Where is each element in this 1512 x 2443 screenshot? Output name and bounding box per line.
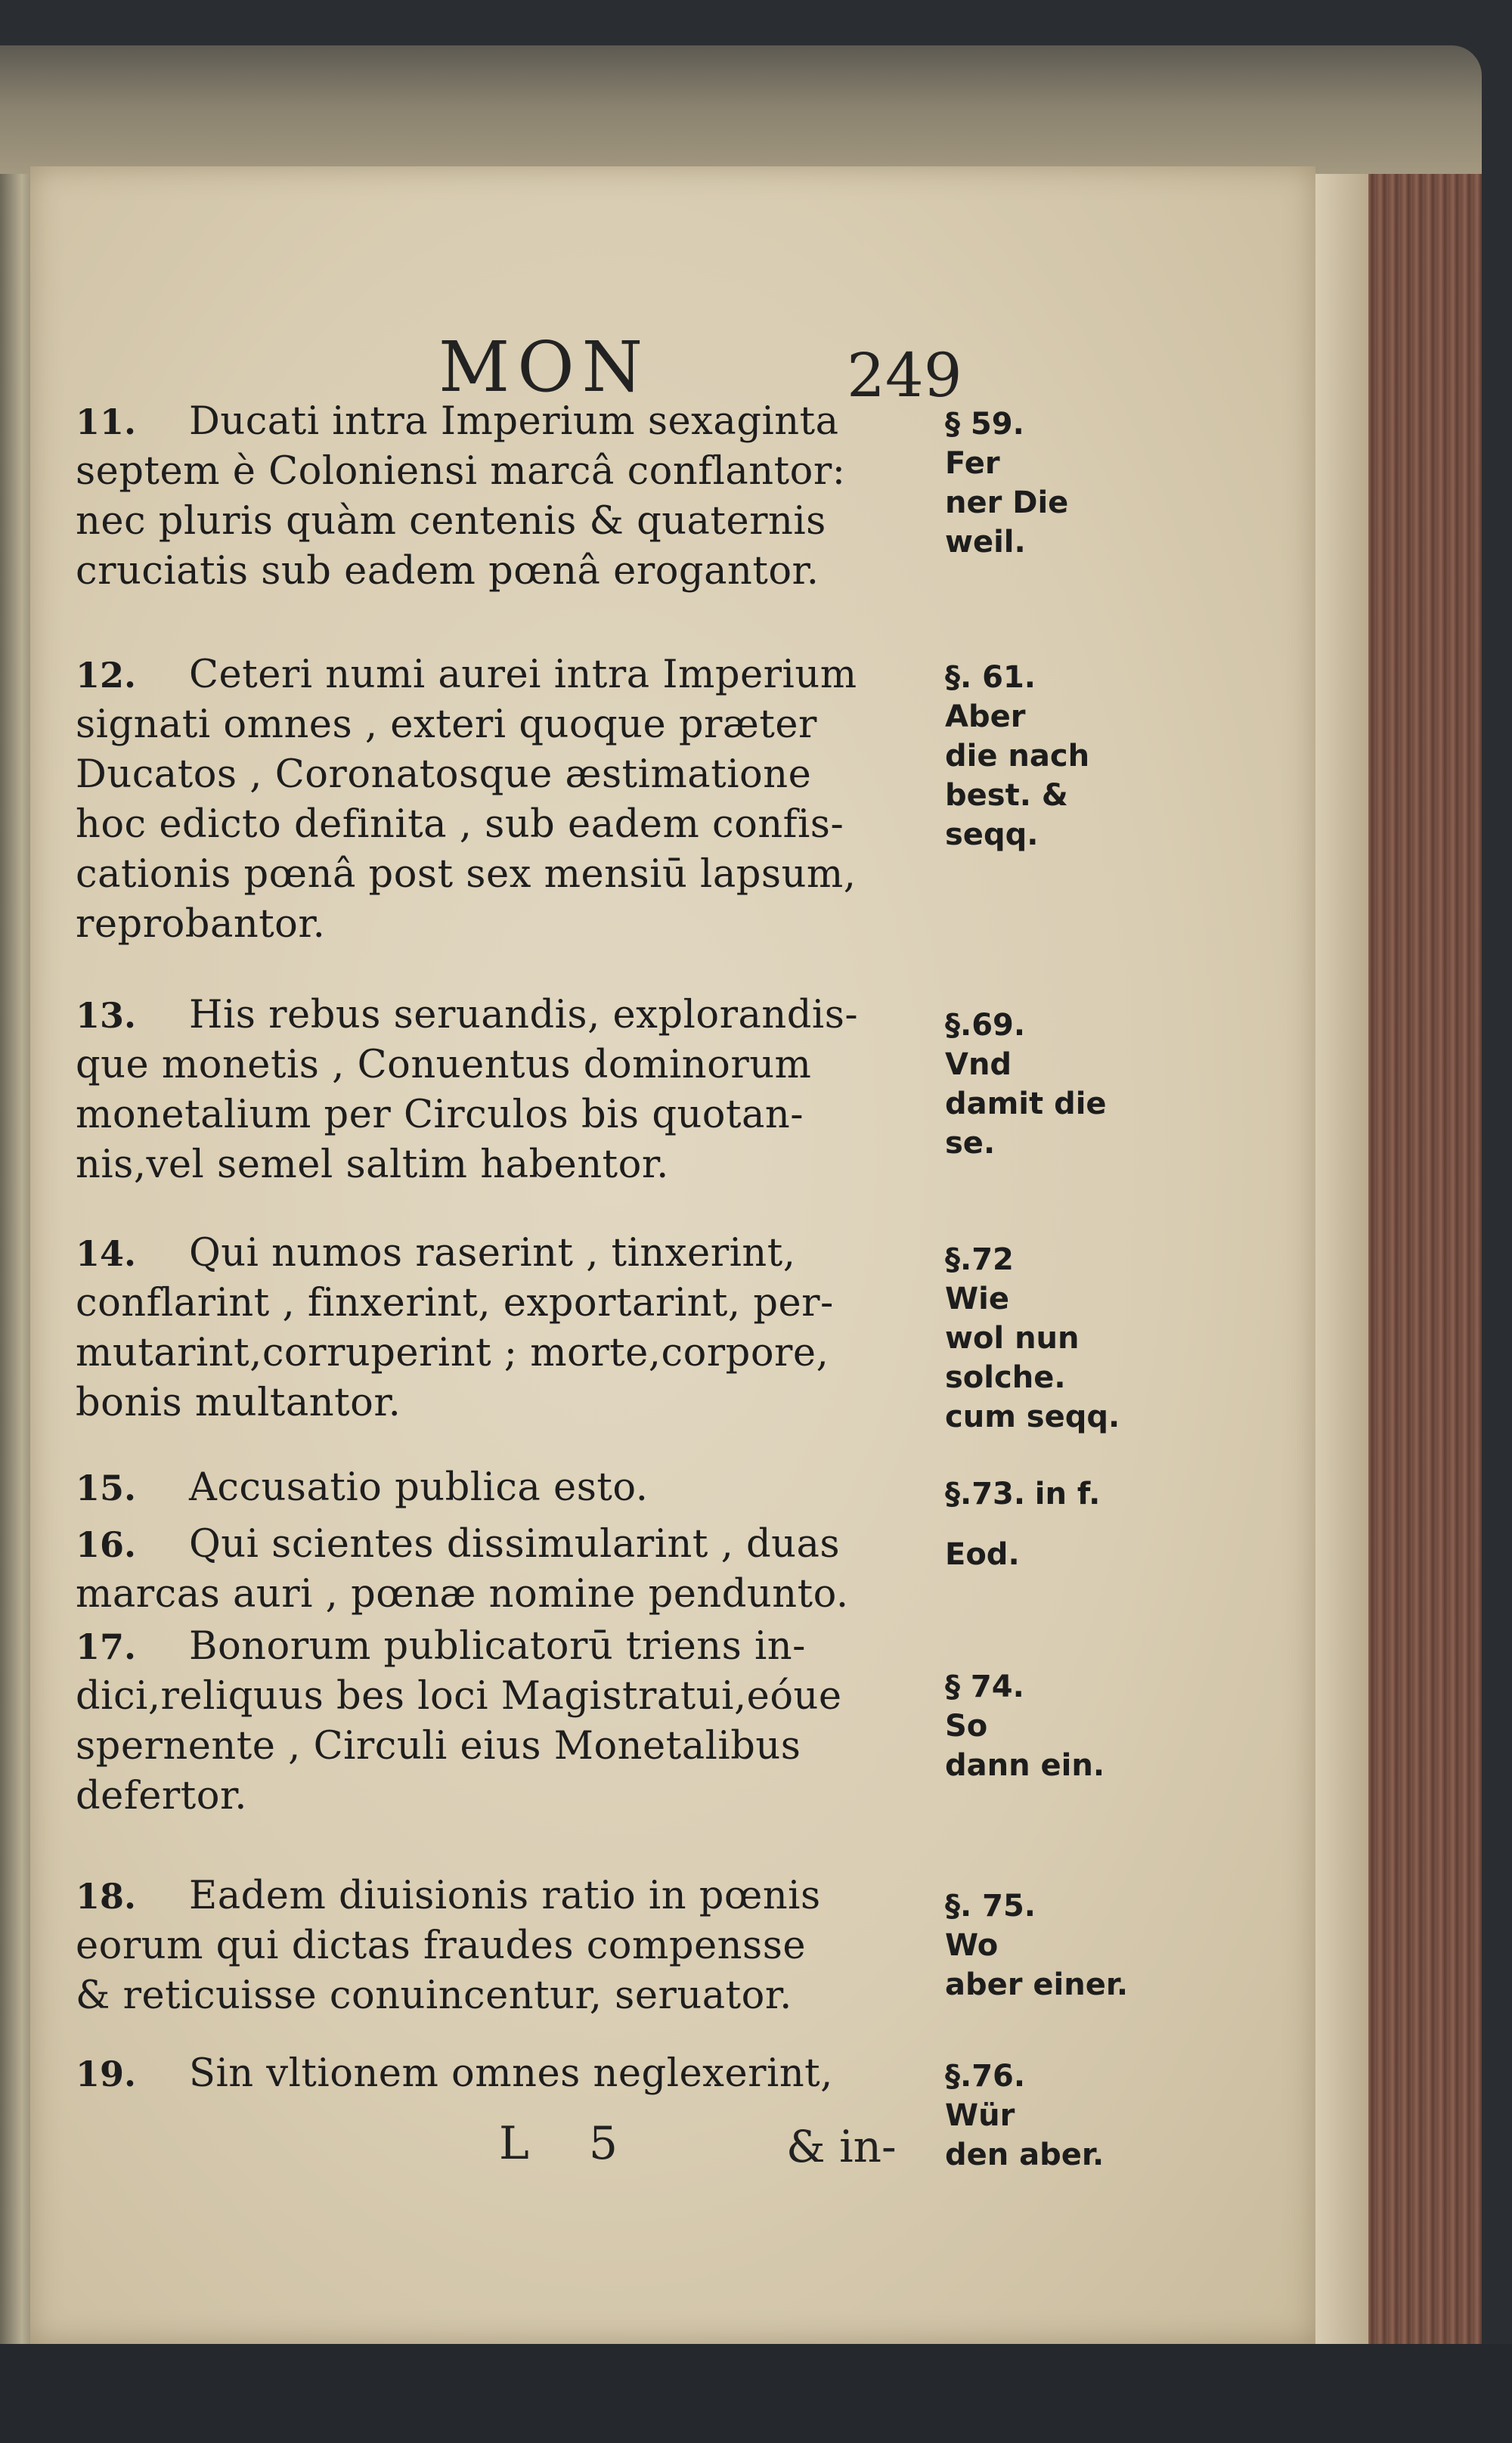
text-line: Sin vltionem omnes neglexerint, (189, 2051, 833, 2096)
text-line: Qui scientes dissimularint , duas (189, 1522, 841, 1567)
signature-mark: L 5 (499, 2117, 641, 2170)
note-text: best. & (945, 778, 1068, 813)
note-text: solche. (945, 1360, 1066, 1395)
margin-note-13 (945, 1006, 1164, 1163)
note-reference: § 74. (945, 1669, 1024, 1704)
margin-note-17 (945, 1667, 1164, 1785)
catchword: & in- (786, 2121, 897, 2172)
text-line: defertor. (76, 1774, 247, 1818)
text-line: hoc edicto definita , sub eadem confis- (76, 802, 844, 847)
note-text: die nach (945, 739, 1090, 774)
note-text: dann ein. (945, 1748, 1105, 1783)
note-text: Wo (945, 1928, 999, 1963)
text-line: eorum qui dictas fraudes compensse (76, 1924, 807, 1968)
text-line: monetalium per Circulos bis quotan- (76, 1093, 804, 1137)
paragraph-17 (76, 1622, 945, 1821)
paragraph-18 (76, 1871, 945, 2021)
note-text: damit die (945, 1087, 1107, 1121)
note-text: Fer (945, 446, 1000, 481)
text-line: Bonorum publicatorū triens in- (189, 1624, 806, 1669)
paragraph-15 (76, 1463, 945, 1513)
text-line: nis,vel semel saltim habentor. (76, 1142, 669, 1187)
paragraph-number: 15. (76, 1468, 137, 1508)
text-line: spernente , Circuli eius Monetalibus (76, 1724, 801, 1769)
note-reference: §. 75. (945, 1889, 1036, 1924)
note-text: wol nun (945, 1321, 1080, 1356)
text-line: cruciatis sub eadem pœnâ erogantor. (76, 549, 820, 594)
text-line: septem è Coloniensi marcâ conflantor: (76, 449, 846, 494)
background-shadow (0, 2344, 1512, 2443)
note-text: Wie (945, 1282, 1009, 1316)
text-line: dici,reliquus bes loci Magistratui,eóue (76, 1674, 842, 1719)
margin-note-19 (945, 2057, 1164, 2175)
margin-note-15 (945, 1474, 1164, 1514)
margin-note-14 (945, 1240, 1164, 1437)
text-line: marcas auri , pœnæ nomine pendunto. (76, 1572, 849, 1617)
note-reference: § 59. (945, 407, 1024, 442)
paragraph-number: 16. (76, 1524, 137, 1565)
note-text: So (945, 1709, 988, 1744)
text-line: & reticuisse conuincentur, seruator. (76, 1973, 792, 2018)
book-top-edge (0, 45, 1482, 181)
note-reference: §. 61. (945, 660, 1036, 695)
paragraph-11 (76, 397, 945, 597)
paragraph-number: 12. (76, 655, 137, 696)
paragraph-13 (76, 991, 945, 1190)
note-text: Wür (945, 2098, 1015, 2133)
margin-note-12 (945, 658, 1164, 854)
note-text: cum seqq. (945, 1400, 1120, 1434)
text-line: signati omnes , exteri quoque præter (76, 702, 817, 747)
paragraph-number: 13. (76, 995, 137, 1036)
running-head: MON (438, 327, 651, 408)
paragraph-number: 19. (76, 2054, 137, 2094)
text-line: que monetis , Conuentus dominorum (76, 1043, 812, 1087)
text-line: Ceteri numi aurei intra Imperium (189, 653, 857, 697)
text-line: Ducatos , Coronatosque æstimatione (76, 752, 812, 797)
note-text: Vnd (945, 1047, 1012, 1082)
text-line: cationis pœnâ post sex mensiū lapsum, (76, 852, 857, 897)
paragraph-number: 18. (76, 1876, 137, 1917)
paragraph-number: 11. (76, 401, 137, 442)
margin-note-18 (945, 1887, 1164, 2004)
margin-note-16 (945, 1535, 1164, 1574)
note-text: aber einer. (945, 1967, 1129, 2002)
text-line: Ducati intra Imperium sexaginta (189, 399, 839, 444)
note-text: in f. (1034, 1477, 1101, 1511)
paragraph-number: 17. (76, 1626, 137, 1667)
note-text: Eod. (945, 1537, 1020, 1572)
text-line: reprobantor. (76, 902, 326, 947)
note-text: weil. (945, 525, 1026, 560)
text-line: Accusatio publica esto. (189, 1465, 649, 1510)
note-reference: §.73. (945, 1477, 1026, 1511)
paragraph-12 (76, 650, 945, 950)
note-text: Aber (945, 699, 1026, 734)
note-text: se. (945, 1126, 996, 1161)
text-line: mutarint,corruperint ; morte,corpore, (76, 1331, 829, 1375)
paragraph-14 (76, 1229, 945, 1428)
note-reference: §.69. (945, 1008, 1026, 1043)
text-line: nec pluris quàm centenis & quaternis (76, 499, 826, 544)
note-text: ner Die (945, 485, 1069, 520)
text-line: His rebus seruandis, explorandis- (189, 993, 859, 1037)
note-text: seqq. (945, 817, 1039, 852)
paragraph-number: 14. (76, 1233, 137, 1274)
note-text: den aber. (945, 2138, 1105, 2172)
paragraph-19 (76, 2049, 945, 2099)
page-number: 249 (847, 340, 962, 411)
text-line: Eadem diuisionis ratio in pœnis (189, 1874, 821, 1918)
paragraph-16 (76, 1520, 945, 1620)
note-reference: §.76. (945, 2059, 1026, 2094)
text-line: conflarint , finxerint, exportarint, per- (76, 1281, 834, 1325)
text-line: bonis multantor. (76, 1381, 401, 1425)
margin-note-11 (945, 405, 1164, 562)
page-stack-edge (1315, 174, 1368, 2352)
text-line: Qui numos raserint , tinxerint, (189, 1231, 796, 1276)
note-reference: §.72 (945, 1242, 1014, 1277)
